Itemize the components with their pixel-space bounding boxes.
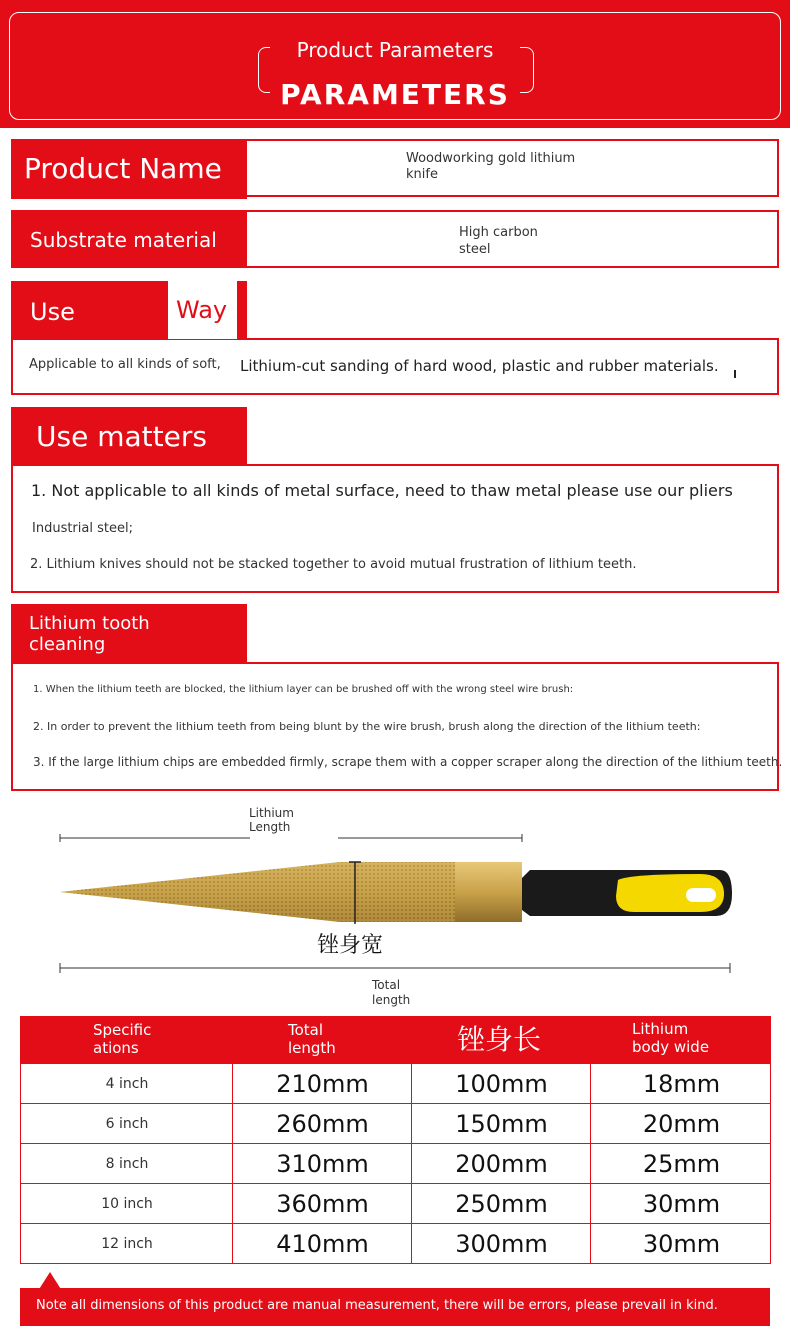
product-name-value: Woodworking gold lithium knife xyxy=(406,151,576,182)
table-row xyxy=(20,1104,771,1144)
use-way-tick xyxy=(734,370,736,378)
use-matters-line1: 1. Not applicable to all kinds of metal surface, need to thaw metal please use our pliers xyxy=(31,481,733,500)
table-divider xyxy=(411,1144,412,1183)
lithium-length-label-1: Lithium xyxy=(249,806,294,820)
table-cell-spec: 4 inch xyxy=(105,1075,149,1092)
use-way-text-left: Applicable to all kinds of soft, xyxy=(29,357,221,372)
table-divider xyxy=(411,1064,412,1103)
body-width-label: 锉身宽 xyxy=(317,933,384,958)
cleaning-item-3: 3. If the large lithium chips are embedded firmly, scrape them with a copper scraper along the direction of the lithium teeth. xyxy=(33,755,783,769)
table-divider xyxy=(411,1224,412,1263)
table-row xyxy=(20,1224,771,1264)
table-cell-body: 100mm xyxy=(455,1069,548,1098)
cleaning-label-line2: cleaning xyxy=(29,634,106,655)
banner-subtitle: Product Parameters xyxy=(270,38,520,62)
table-row xyxy=(20,1184,771,1224)
knife-handle-hole xyxy=(686,888,716,902)
th-total-line2: length xyxy=(288,1039,336,1057)
table-cell-spec: 10 inch xyxy=(101,1195,153,1212)
table-cell-body: 300mm xyxy=(455,1229,548,1258)
th-spec-line2: ations xyxy=(93,1039,139,1057)
use-matters-line3: 2. Lithium knives should not be stacked together to avoid mutual frustration of lithium teeth. xyxy=(30,557,637,572)
substrate-value-line2: steel xyxy=(459,242,491,257)
table-header xyxy=(20,1016,771,1064)
th-wide-line1: Lithium xyxy=(632,1020,689,1038)
use-matters-label: Use matters xyxy=(36,420,207,453)
table-cell-total: 310mm xyxy=(276,1149,369,1178)
table-row xyxy=(20,1144,771,1184)
table-cell-wide: 30mm xyxy=(642,1229,721,1258)
table-row xyxy=(20,1064,771,1104)
table-cell-wide: 30mm xyxy=(642,1189,721,1218)
table-divider xyxy=(232,1184,233,1223)
table-divider xyxy=(411,1184,412,1223)
substrate-value-line1: High carbon xyxy=(459,225,538,240)
table-divider xyxy=(590,1184,591,1223)
table-divider xyxy=(590,1064,591,1103)
substrate-label: Substrate material xyxy=(30,228,217,252)
table-cell-wide: 25mm xyxy=(642,1149,721,1178)
th-body-length: 锉身长 xyxy=(457,1023,542,1056)
table-cell-total: 410mm xyxy=(276,1229,369,1258)
use-matters-line2: Industrial steel; xyxy=(32,521,133,536)
cleaning-item-1: 1. When the lithium teeth are blocked, the lithium layer can be brushed off with the wrong steel wire brush: xyxy=(33,684,574,695)
table-cell-spec: 6 inch xyxy=(105,1115,149,1132)
table-cell-wide: 20mm xyxy=(642,1109,721,1138)
table-divider xyxy=(232,1224,233,1263)
table-cell-body: 250mm xyxy=(455,1189,548,1218)
way-label: Way xyxy=(176,296,228,324)
table-divider xyxy=(232,1144,233,1183)
th-total-line1: Total xyxy=(288,1021,324,1039)
total-length-label-2: length xyxy=(372,993,411,1007)
cleaning-label-line1: Lithium tooth xyxy=(29,613,150,634)
table-cell-spec: 12 inch xyxy=(101,1235,153,1252)
table-divider xyxy=(411,1104,412,1143)
cleaning-item-2: 2. In order to prevent the lithium teeth from being blunt by the wire brush, brush along the direction of the lithium teeth: xyxy=(33,720,701,733)
table-cell-body: 150mm xyxy=(455,1109,548,1138)
use-way-text-main: Lithium-cut sanding of hard wood, plastic and rubber materials. xyxy=(240,357,719,375)
table-cell-body: 200mm xyxy=(455,1149,548,1178)
knife-tang xyxy=(455,862,522,922)
product-name-label: Product Name xyxy=(24,152,222,185)
th-wide-line2: body wide xyxy=(632,1038,710,1056)
table-divider xyxy=(590,1144,591,1183)
table-cell-wide: 18mm xyxy=(642,1069,721,1098)
lithium-length-label-2: Length xyxy=(249,820,291,834)
table-divider xyxy=(590,1224,591,1263)
th-spec-line1: Specific xyxy=(93,1021,152,1039)
use-label: Use xyxy=(30,298,75,326)
total-length-label-1: Total xyxy=(372,978,401,992)
table-cell-total: 260mm xyxy=(276,1109,369,1138)
table-divider xyxy=(590,1104,591,1143)
table-divider xyxy=(232,1064,233,1103)
table-cell-total: 360mm xyxy=(276,1189,369,1218)
table-divider xyxy=(232,1104,233,1143)
note-text: Note all dimensions of this product are manual measurement, there will be errors, please prevail in kind. xyxy=(36,1298,718,1313)
table-cell-spec: 8 inch xyxy=(105,1155,149,1172)
banner-title: PARAMETERS xyxy=(270,78,520,111)
way-label-edge xyxy=(237,281,247,339)
table-cell-total: 210mm xyxy=(276,1069,369,1098)
